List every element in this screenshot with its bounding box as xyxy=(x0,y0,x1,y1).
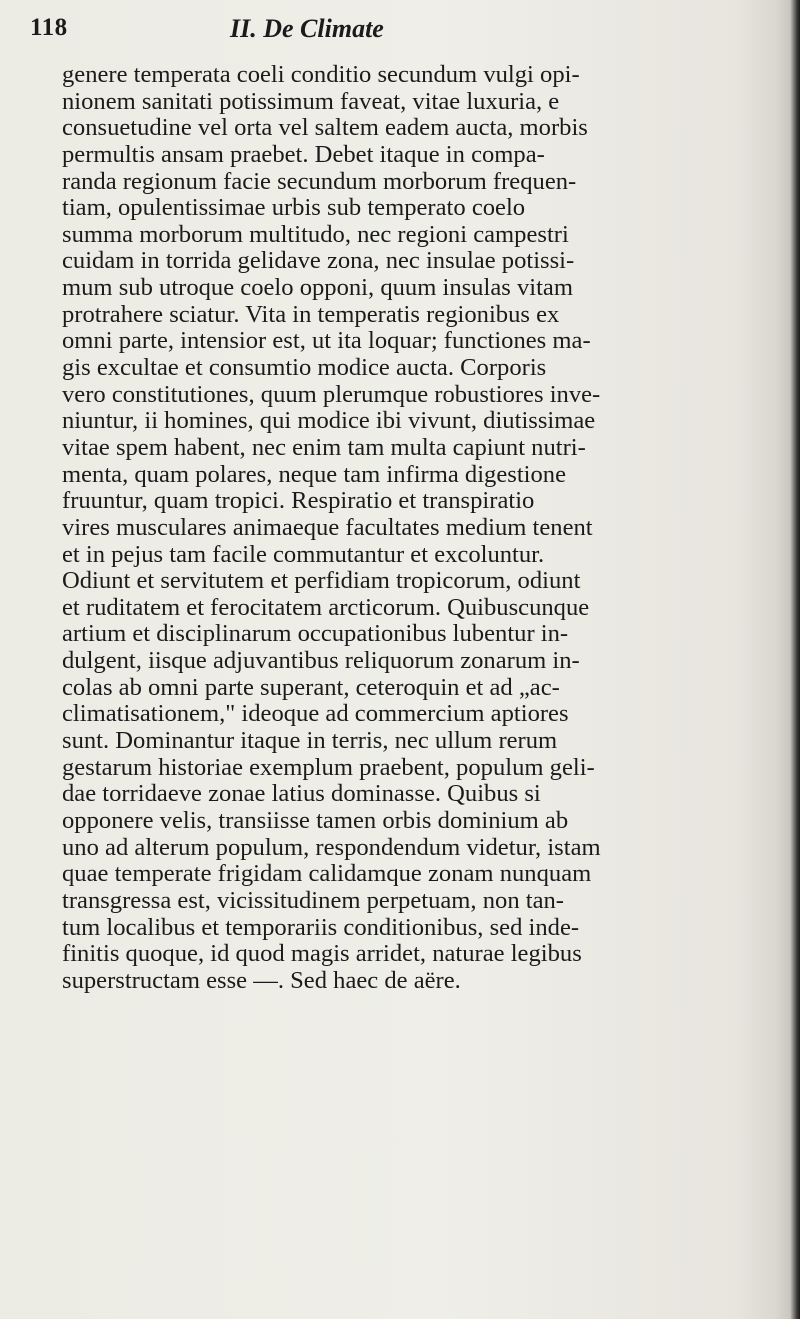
running-head: II. De Climate xyxy=(230,14,384,43)
text-line: transgressa est, vicissitudinem perpetuam, non tan- xyxy=(62,887,564,914)
text-line: vires musculares animaeque facultates medium tenent xyxy=(62,514,593,541)
text-line: uno ad alterum populum, respondendum videtur, istam xyxy=(62,834,601,861)
text-line: tiam, opulentissimae urbis sub temperato coelo xyxy=(62,195,526,222)
text-line: sunt. Dominantur itaque in terris, nec ullum rerum xyxy=(62,728,558,755)
text-line: dulgent, iisque adjuvantibus reliquorum zonarum in- xyxy=(62,648,580,675)
text-line: consuetudine vel orta vel saltem eadem aucta, morbis xyxy=(62,115,588,142)
text-line: opponere velis, transiisse tamen orbis dominium ab xyxy=(62,807,569,834)
text-line: gis excultae et consumtio modice aucta. Corporis xyxy=(62,355,547,382)
text-line: artium et disciplinarum occupationibus lubentur in- xyxy=(62,621,569,648)
page-number: 118 xyxy=(30,14,68,41)
text-line: mum sub utroque coelo opponi, quum insulas vitam xyxy=(62,275,573,302)
text-line: omni parte, intensior est, ut ita loquar; functiones ma- xyxy=(62,328,591,355)
text-line: nionem sanitati potissimum faveat, vitae luxuria, e xyxy=(62,88,560,115)
text-line: summa morborum multitudo, nec regioni campestri xyxy=(62,221,569,248)
text-line: Odiunt et servitutem et perfidiam tropicorum, odiunt xyxy=(62,568,581,595)
body-text xyxy=(62,62,768,994)
text-line: tum localibus et temporariis conditionibus, sed inde- xyxy=(62,914,580,941)
page-edge-shadow xyxy=(790,0,800,1319)
text-line: menta, quam polares, neque tam infirma digestione xyxy=(62,461,567,488)
text-line: et in pejus tam facile commutantur et excoluntur. xyxy=(62,541,545,568)
text-line: randa regionum facie secundum morborum frequen- xyxy=(62,168,577,195)
text-line: vero constitutiones, quum plerumque robustiores inve- xyxy=(62,381,601,408)
text-line: climatisationem," ideoque ad commercium aptiores xyxy=(62,701,569,728)
text-line: dae torridaeve zonae latius dominasse. Quibus si xyxy=(62,781,541,808)
text-line: permultis ansam praebet. Debet itaque in compa- xyxy=(62,141,545,168)
text-line: cuidam in torrida gelidave zona, nec insulae potissi- xyxy=(62,248,575,275)
text-line: gestarum historiae exemplum praebent, populum geli- xyxy=(62,754,595,781)
text-line: finitis quoque, id quod magis arridet, naturae legibus xyxy=(62,941,582,968)
text-line: superstructam esse —. Sed haec de aëre. xyxy=(62,967,461,994)
text-line: quae temperate frigidam calidamque zonam nunquam xyxy=(62,861,592,888)
text-line: protrahere sciatur. Vita in temperatis regionibus ex xyxy=(62,301,560,328)
page-header xyxy=(30,14,770,46)
text-line: vitae spem habent, nec enim tam multa capiunt nutri- xyxy=(62,434,586,461)
text-line: genere temperata coeli conditio secundum vulgi opi- xyxy=(62,62,580,88)
text-line: niuntur, ii homines, qui modice ibi vivunt, diutissimae xyxy=(62,408,596,435)
text-line: colas ab omni parte superant, ceteroquin et ad „ac- xyxy=(62,674,560,701)
text-line: et ruditatem et ferocitatem arcticorum. Quibuscunque xyxy=(62,594,590,621)
text-line: fruuntur, quam tropici. Respiratio et transpiratio xyxy=(62,488,535,515)
